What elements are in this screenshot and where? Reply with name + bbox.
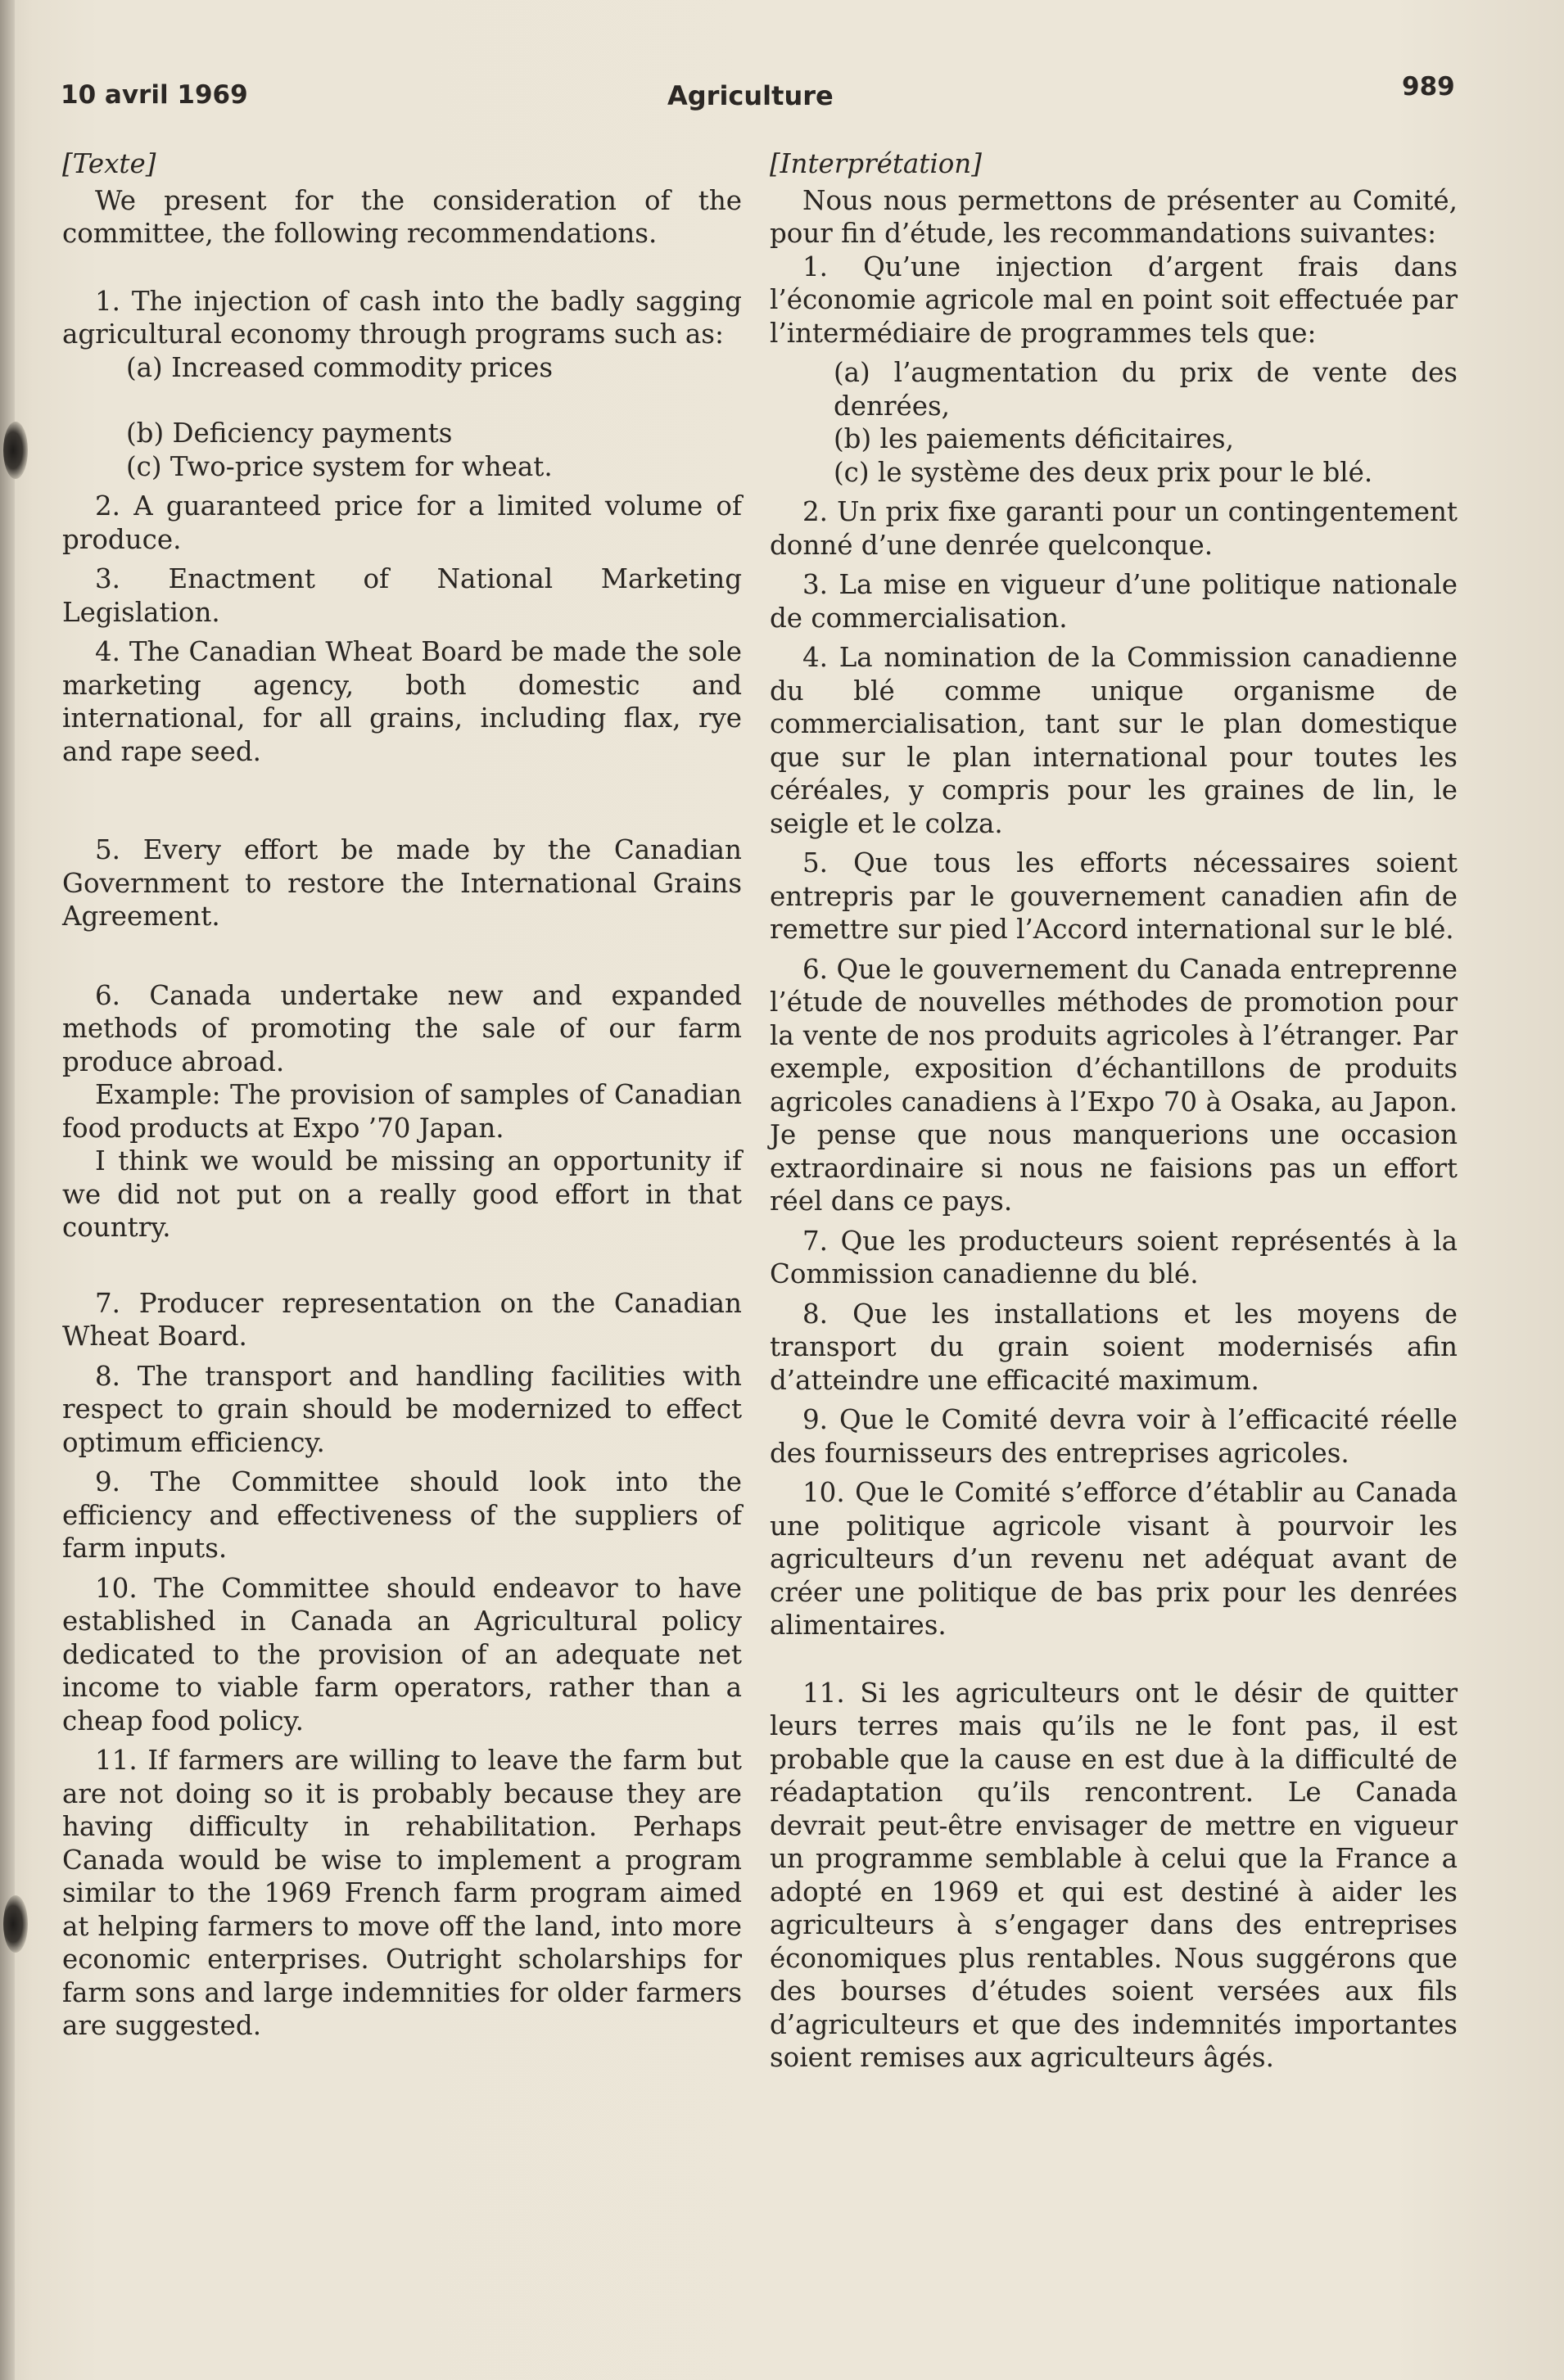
recommendation-5: 5. Que tous les efforts nécessaires soient entrepris par le gouvernement canadien afin de remettre sur pied l’Accord international sur le blé. — [770, 847, 1458, 945]
header-title: Agriculture — [667, 80, 834, 111]
recommendation-1c: (c) le système des deux prix pour le blé. — [834, 456, 1373, 488]
language-tag: [Interprétation] — [770, 148, 982, 179]
recommendation-6: 6. Canada undertake new and expanded methods of promoting the sale of our farm produce abroad. — [62, 979, 742, 1077]
recommendation-10: 10. Que le Comité s’efforce d’établir au Canada une politique agricole visant à pourvoir les agriculteurs d’un revenu net adéquat avant de créer une politique de bas prix pour les denrées alimentaires. — [770, 1477, 1458, 1641]
recommendation-8: 8. Que les installations et les moyens de transport du grain soient modernisés afin d’atteindre une efficacité maximum. — [770, 1298, 1458, 1396]
recommendation-11: 11. If farmers are willing to leave the farm but are not doing so it is probably because they are having difficulty in rehabilitation. Perhaps Canada would be wise to implement a program similar to the 1969 French farm program aimed at helping farmers to move off the land, into more economic enterprises. Outright scholarships for farm sons and large indemnities for older farmers are suggested. — [62, 1745, 742, 2041]
intro-paragraph: We present for the consideration of the committee, the following recommendations. — [62, 184, 742, 249]
binding-hole-top — [3, 422, 28, 479]
recommendation-1a: (a) l’augmentation du prix de vente des denrées, — [834, 357, 1458, 422]
recommendation-4: 4. The Canadian Wheat Board be made the sole marketing agency, both domestic and international, for all grains, including flax, rye and rape seed. — [62, 636, 742, 767]
recommendation-1: 1. Qu’une injection d’argent frais dans l’économie agricole mal en point soit effectuée par l’intermédiaire de programmes tels que: — [770, 251, 1458, 349]
recommendation-10: 10. The Committee should endeavor to have established in Canada an Agricultural policy dedicated to the provision of an adequate net income to viable farm operators, rather than a cheap food policy. — [62, 1572, 742, 1736]
header-date: 10 avril 1969 — [61, 80, 248, 110]
recommendation-9: 9. The Committee should look into the efficiency and effectiveness of the suppliers of farm inputs. — [62, 1466, 742, 1564]
recommendation-4: 4. La nomination de la Commission canadienne du blé comme unique organisme de commercialisation, tant sur le plan domestique que sur le plan international pour toutes les céréales, y compris pour les graines de lin, le seigle et le colza. — [770, 642, 1458, 839]
recommendation-2: 2. A guaranteed price for a limited volume of produce. — [62, 490, 742, 555]
binding-edge — [0, 0, 15, 2380]
recommendation-7: 7. Producer representation on the Canadian Wheat Board. — [62, 1287, 742, 1352]
recommendation-7: 7. Que les producteurs soient représentés à la Commission canadienne du blé. — [770, 1225, 1458, 1289]
recommendation-8: 8. The transport and handling facilities with respect to grain should be modernized to effect optimum efficiency. — [62, 1360, 742, 1458]
french-column — [770, 147, 1458, 2075]
recommendation-11: 11. Si les agriculteurs ont le désir de quitter leurs terres mais qu’ils ne le font pas, il est probable que la cause en est due à la difficulté de réadaptation qu’ils rencontrent. Le Canada devrait peut-être envisager de mettre en vigueur un programme semblable à celui que la France a adopté en 1969 et qui est destiné à aider les agriculteurs à s’engager dans des entreprises économiques plus rentables. Nous suggérons que des bourses d’études soient versées aux fils d’agriculteurs et que des indemnités importantes soient remises aux agriculteurs âgés. — [770, 1677, 1458, 2073]
recommendation-2: 2. Un prix fixe garanti pour un contingentement donné d’une denrée quelconque. — [770, 496, 1458, 561]
recommendation-1c: (c) Two-price system for wheat. — [126, 450, 553, 482]
page-number: 989 — [1402, 72, 1455, 102]
recommendation-3: 3. Enactment of National Marketing Legislation. — [62, 563, 742, 628]
recommendation-1b: (b) les paiements déficitaires, — [834, 423, 1234, 454]
recommendation-6-note: I think we would be missing an opportunity if we did not put on a really good effort in that country. — [62, 1145, 742, 1243]
recommendation-6-example: Example: The provision of samples of Canadian food products at Expo ’70 Japan. — [62, 1079, 742, 1144]
language-tag: [Texte] — [62, 148, 156, 179]
recommendation-1a: (a) Increased commodity prices — [126, 351, 553, 383]
recommendation-6: 6. Que le gouvernement du Canada entreprenne l’étude de nouvelles méthodes de promotion pour la vente de nos produits agricoles à l’étranger. Par exemple, exposition d’échantillons de produits agricoles canadiens à l’Expo 70 à Osaka, au Japon. Je pense que nous manquerions une occasion extraordinaire si nous ne faisions pas un effort réel dans ce pays. — [770, 953, 1458, 1217]
binding-hole-bottom — [3, 1895, 28, 1953]
intro-paragraph: Nous nous permettons de présenter au Comité, pour fin d’étude, les recommandations suivantes: — [770, 184, 1458, 249]
recommendation-1b: (b) Deficiency payments — [126, 418, 453, 449]
english-column — [62, 147, 742, 2043]
recommendation-1: 1. The injection of cash into the badly sagging agricultural economy through programs such as: — [62, 285, 742, 350]
recommendation-5: 5. Every effort be made by the Canadian Government to restore the International Grains Agreement. — [62, 834, 742, 932]
recommendation-9: 9. Que le Comité devra voir à l’efficacité réelle des fournisseurs des entreprises agricoles. — [770, 1404, 1458, 1469]
recommendation-3: 3. La mise en vigueur d’une politique nationale de commercialisation. — [770, 569, 1458, 634]
